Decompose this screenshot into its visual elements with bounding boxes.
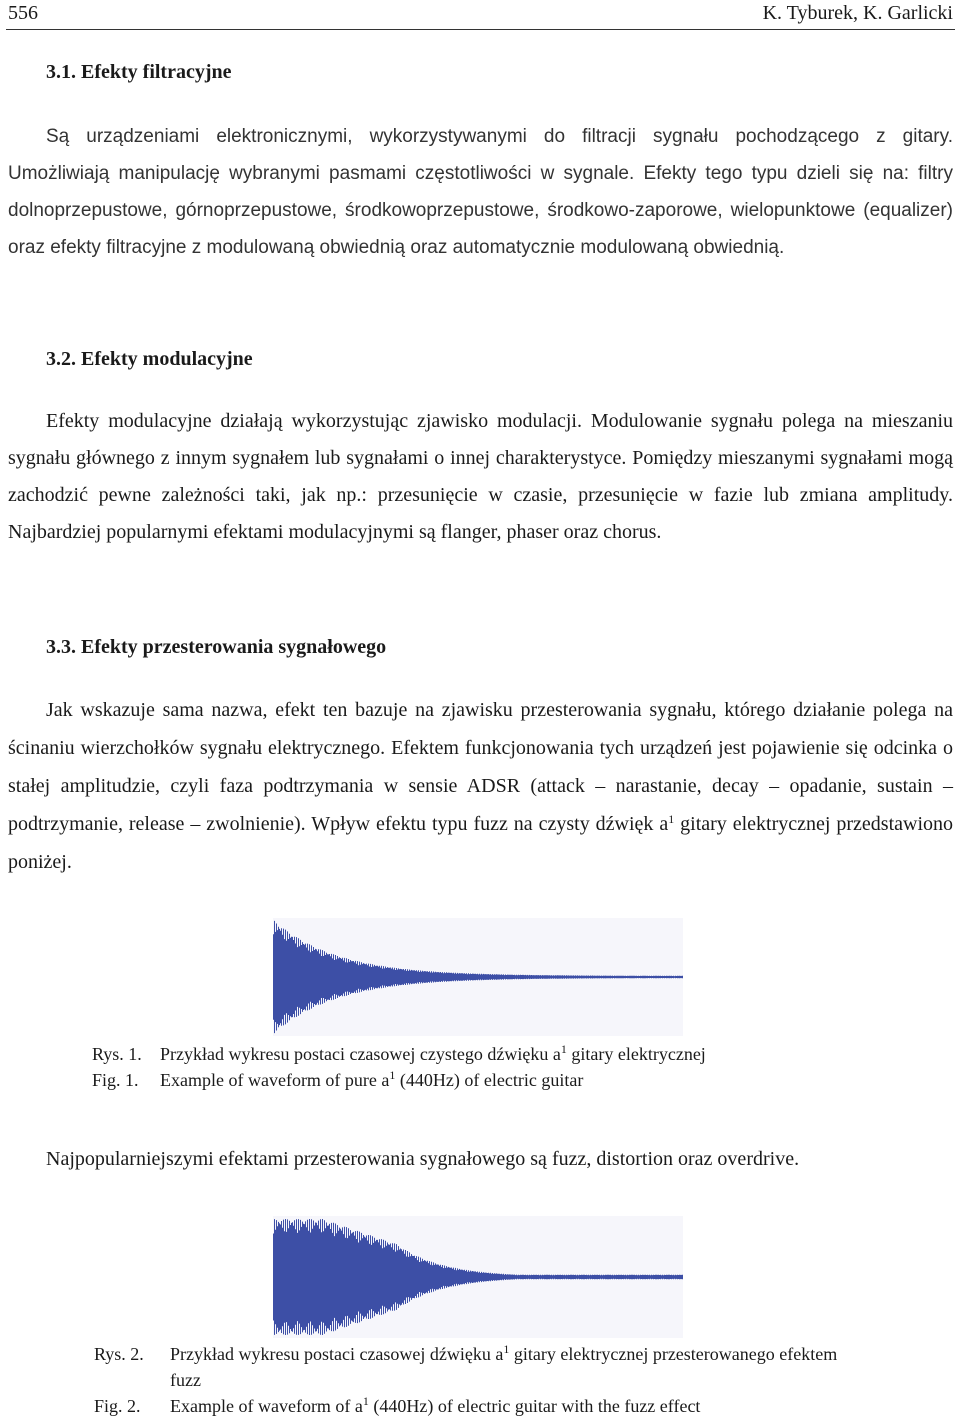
fig2-fig-label: Fig. 2.	[94, 1396, 141, 1416]
header-rule	[6, 29, 955, 30]
section-heading-3-3: 3.3. Efekty przesterowania sygnałowego	[46, 636, 387, 658]
figure-1-waveform	[273, 918, 683, 1036]
waveform-fuzz	[273, 1216, 683, 1338]
paragraph-filter-effects: Są urządzeniami elektronicznymi, wykorzystywanymi do filtracji sygnału pochodzącego z gitary. Umożliwiają manipulację wybranymi pasmami częstotliwości w sygnale. Efekty tego typu dzieli się na: filtry dolnoprzepustowe, górnoprzepustowe, środkowoprzepustowe, środkowo-zaporowe, wielopunktowe (equalizer) oraz efekty filtracyjne z modulowaną obwiednią oraz automatycznie modulowaną obwiednią.	[8, 126, 953, 258]
figure-2-caption: Rys. 2. Przykład wykresu postaci czasowej dźwięku $a^1$ gitary elektrycznej przesterowanego efektem fuzz Fig. 2. Example of waveform of $a^1$ (440Hz) of electric guitar with the fuzz effect	[94, 1341, 870, 1419]
paragraph-modulation-effects: Efekty modulacyjne działają wykorzystując zjawisko modulacji. Modulowanie sygnału polega na mieszaniu sygnału głównego z innym sygnałem lub sygnałami o innej charakterystyce. Pomiędzy mieszanymi sygnałami mogą zachodzić pewne zależności taki, jak np.: przesunięcie w czasie, przesunięcie w fazie lub zmiana amplitudy. Najbardziej popularnymi efektami modulacyjnymi są flanger, phaser oraz chorus.	[8, 410, 953, 543]
running-authors: K. Tyburek, K. Garlicki	[762, 2, 953, 24]
fig1-rys-label: Rys. 1.	[92, 1044, 142, 1064]
figure-1-caption: Rys. 1. Przykład wykresu postaci czasowej czystego dźwięku $a^1$ gitary elektrycznej Fig. 1. Example of waveform of pure $a^1$ (440Hz) of electric guitar	[92, 1041, 706, 1093]
section-heading-3-1: 3.1. Efekty filtracyjne	[46, 61, 232, 83]
paragraph-popular-overdrive: Najpopularniejszymi efektami przesterowania sygnałowego są fuzz, distortion oraz overdrive.	[46, 1148, 800, 1170]
running-header	[8, 2, 953, 28]
section-heading-3-2: 3.2. Efekty modulacyjne	[46, 348, 253, 370]
figure-2-waveform	[273, 1216, 683, 1338]
page-number: 556	[8, 2, 38, 24]
paragraph-overdrive-effects: Jak wskazuje sama nazwa, efekt ten bazuje na zjawisku przesterowania sygnału, którego działanie polega na ścinaniu wierzchołków sygnału elektrycznego. Efektem funkcjonowania tych urządzeń jest pojawienie się odcinka o stałej amplitudzie, czyli faza podtrzymania w sensie ADSR (attack – narastanie, decay – opadanie, sustain – podtrzymanie, release – zwolnienie). Wpływ efektu typu fuzz na czysty dźwięk $a^1$ gitary elektrycznej przedstawiono poniżej.	[8, 699, 953, 873]
fig1-fig-label: Fig. 1.	[92, 1070, 139, 1090]
fig2-rys-label: Rys. 2.	[94, 1344, 144, 1364]
waveform-pure-tone	[273, 918, 683, 1036]
